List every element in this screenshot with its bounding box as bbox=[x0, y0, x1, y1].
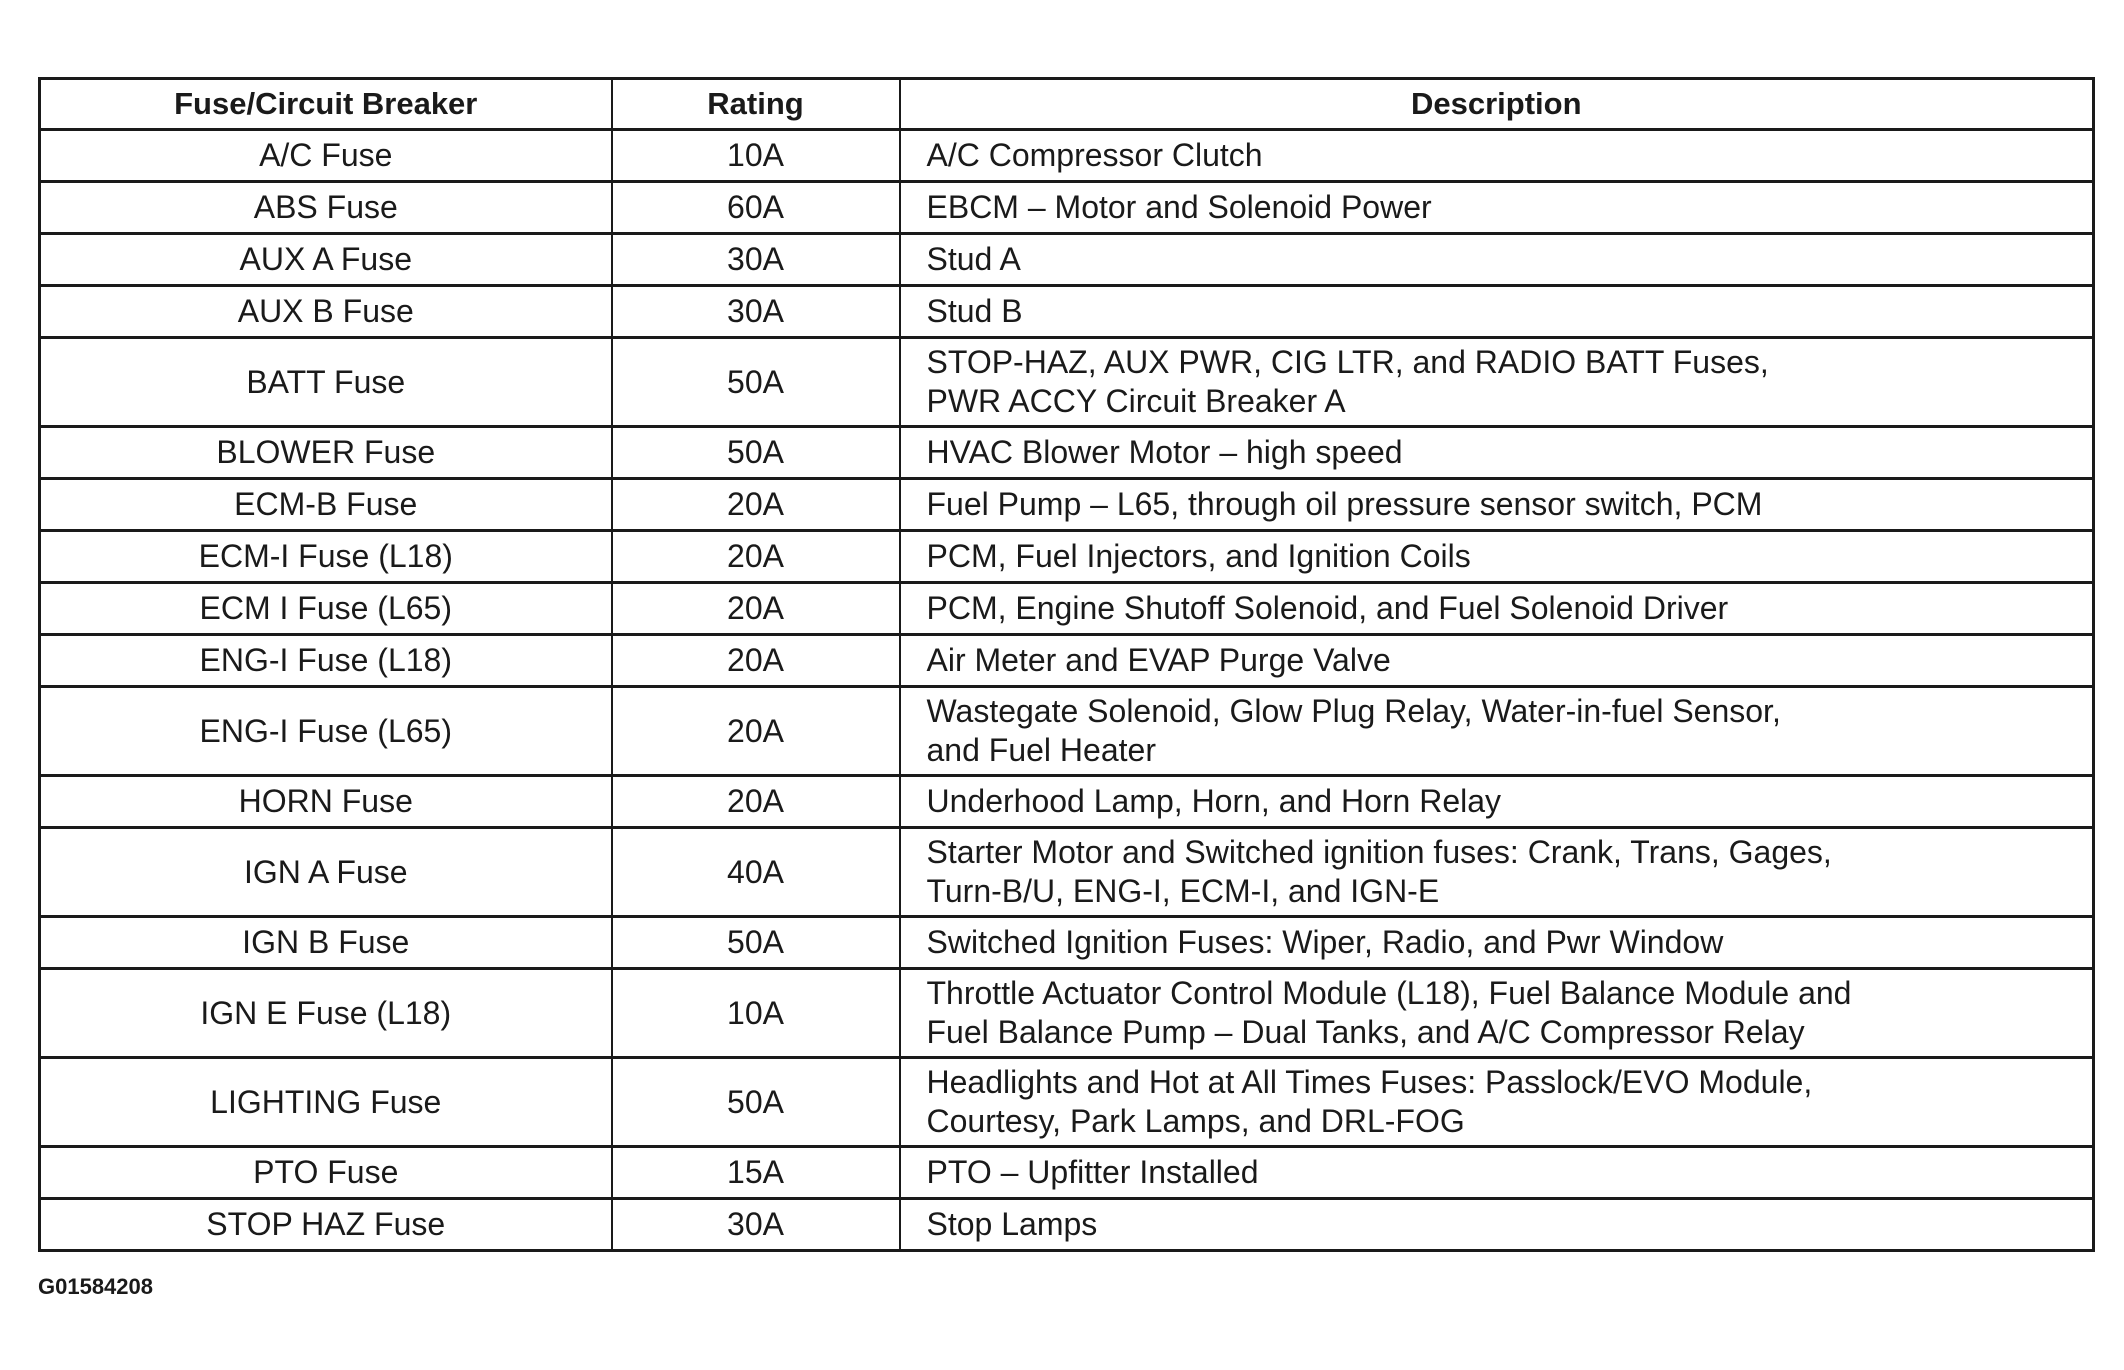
description-cell: PCM, Engine Shutoff Solenoid, and Fuel Solenoid Driver bbox=[900, 583, 2094, 635]
description-cell: Underhood Lamp, Horn, and Horn Relay bbox=[900, 776, 2094, 828]
fuse-name-cell: BATT Fuse bbox=[40, 338, 612, 427]
description-cell: STOP-HAZ, AUX PWR, CIG LTR, and RADIO BATT Fuses, PWR ACCY Circuit Breaker A bbox=[900, 338, 2094, 427]
description-cell: Throttle Actuator Control Module (L18), Fuel Balance Module and Fuel Balance Pump – Dual Tanks, and A/C Compressor Relay bbox=[900, 969, 2094, 1058]
header-row bbox=[40, 79, 2094, 130]
rating-cell: 30A bbox=[612, 286, 900, 338]
rating-cell: 20A bbox=[612, 687, 900, 776]
table-row bbox=[40, 583, 2094, 635]
table-row bbox=[40, 687, 2094, 776]
table-row bbox=[40, 338, 2094, 427]
fuse-name-cell: HORN Fuse bbox=[40, 776, 612, 828]
fuse-name-cell: ECM-B Fuse bbox=[40, 479, 612, 531]
fuse-name-cell: IGN E Fuse (L18) bbox=[40, 969, 612, 1058]
fuse-name-cell: IGN A Fuse bbox=[40, 828, 612, 917]
rating-cell: 60A bbox=[612, 182, 900, 234]
table-row bbox=[40, 182, 2094, 234]
description-cell: HVAC Blower Motor – high speed bbox=[900, 427, 2094, 479]
rating-cell: 50A bbox=[612, 427, 900, 479]
fuse-name-cell: ECM-I Fuse (L18) bbox=[40, 531, 612, 583]
header-rating: Rating bbox=[612, 79, 900, 130]
description-cell: A/C Compressor Clutch bbox=[900, 130, 2094, 182]
table-row bbox=[40, 776, 2094, 828]
rating-cell: 10A bbox=[612, 130, 900, 182]
table-row bbox=[40, 1199, 2094, 1251]
table-row bbox=[40, 1147, 2094, 1199]
fuse-name-cell: BLOWER Fuse bbox=[40, 427, 612, 479]
description-cell: Wastegate Solenoid, Glow Plug Relay, Water-in-fuel Sensor, and Fuel Heater bbox=[900, 687, 2094, 776]
fuse-name-cell: LIGHTING Fuse bbox=[40, 1058, 612, 1147]
fuse-name-cell: AUX B Fuse bbox=[40, 286, 612, 338]
table-body bbox=[40, 130, 2094, 1251]
table-row bbox=[40, 286, 2094, 338]
rating-cell: 20A bbox=[612, 531, 900, 583]
rating-cell: 20A bbox=[612, 635, 900, 687]
rating-cell: 50A bbox=[612, 338, 900, 427]
description-cell: EBCM – Motor and Solenoid Power bbox=[900, 182, 2094, 234]
fuse-name-cell: ENG-I Fuse (L18) bbox=[40, 635, 612, 687]
description-cell: Stud B bbox=[900, 286, 2094, 338]
fuse-name-cell: ABS Fuse bbox=[40, 182, 612, 234]
description-cell: Starter Motor and Switched ignition fuses: Crank, Trans, Gages, Turn-B/U, ENG-I, ECM-I, and IGN-E bbox=[900, 828, 2094, 917]
description-cell: Stud A bbox=[900, 234, 2094, 286]
fuse-name-cell: STOP HAZ Fuse bbox=[40, 1199, 612, 1251]
fuse-name-cell: ECM I Fuse (L65) bbox=[40, 583, 612, 635]
rating-cell: 50A bbox=[612, 917, 900, 969]
rating-cell: 15A bbox=[612, 1147, 900, 1199]
fuse-name-cell: AUX A Fuse bbox=[40, 234, 612, 286]
table-row bbox=[40, 828, 2094, 917]
description-cell: Headlights and Hot at All Times Fuses: Passlock/EVO Module, Courtesy, Park Lamps, and DRL-FOG bbox=[900, 1058, 2094, 1147]
rating-cell: 30A bbox=[612, 234, 900, 286]
description-cell: Fuel Pump – L65, through oil pressure sensor switch, PCM bbox=[900, 479, 2094, 531]
table-row bbox=[40, 917, 2094, 969]
header-fuse: Fuse/Circuit Breaker bbox=[40, 79, 612, 130]
description-cell: Switched Ignition Fuses: Wiper, Radio, and Pwr Window bbox=[900, 917, 2094, 969]
fuse-table bbox=[38, 77, 2095, 1252]
description-cell: Air Meter and EVAP Purge Valve bbox=[900, 635, 2094, 687]
table-row bbox=[40, 479, 2094, 531]
description-cell: PTO – Upfitter Installed bbox=[900, 1147, 2094, 1199]
table-row bbox=[40, 531, 2094, 583]
rating-cell: 20A bbox=[612, 776, 900, 828]
figure-id: G01584208 bbox=[38, 1274, 153, 1299]
rating-cell: 20A bbox=[612, 479, 900, 531]
rating-cell: 40A bbox=[612, 828, 900, 917]
rating-cell: 50A bbox=[612, 1058, 900, 1147]
fuse-name-cell: A/C Fuse bbox=[40, 130, 612, 182]
table-row bbox=[40, 1058, 2094, 1147]
rating-cell: 30A bbox=[612, 1199, 900, 1251]
table-row bbox=[40, 427, 2094, 479]
rating-cell: 20A bbox=[612, 583, 900, 635]
header-description: Description bbox=[900, 79, 2094, 130]
description-cell: PCM, Fuel Injectors, and Ignition Coils bbox=[900, 531, 2094, 583]
table-row bbox=[40, 635, 2094, 687]
table-row bbox=[40, 969, 2094, 1058]
fuse-name-cell: PTO Fuse bbox=[40, 1147, 612, 1199]
table-row bbox=[40, 130, 2094, 182]
fuse-name-cell: ENG-I Fuse (L65) bbox=[40, 687, 612, 776]
fuse-name-cell: IGN B Fuse bbox=[40, 917, 612, 969]
description-cell: Stop Lamps bbox=[926, 1206, 1098, 1242]
rating-cell: 10A bbox=[612, 969, 900, 1058]
table-row bbox=[40, 234, 2094, 286]
